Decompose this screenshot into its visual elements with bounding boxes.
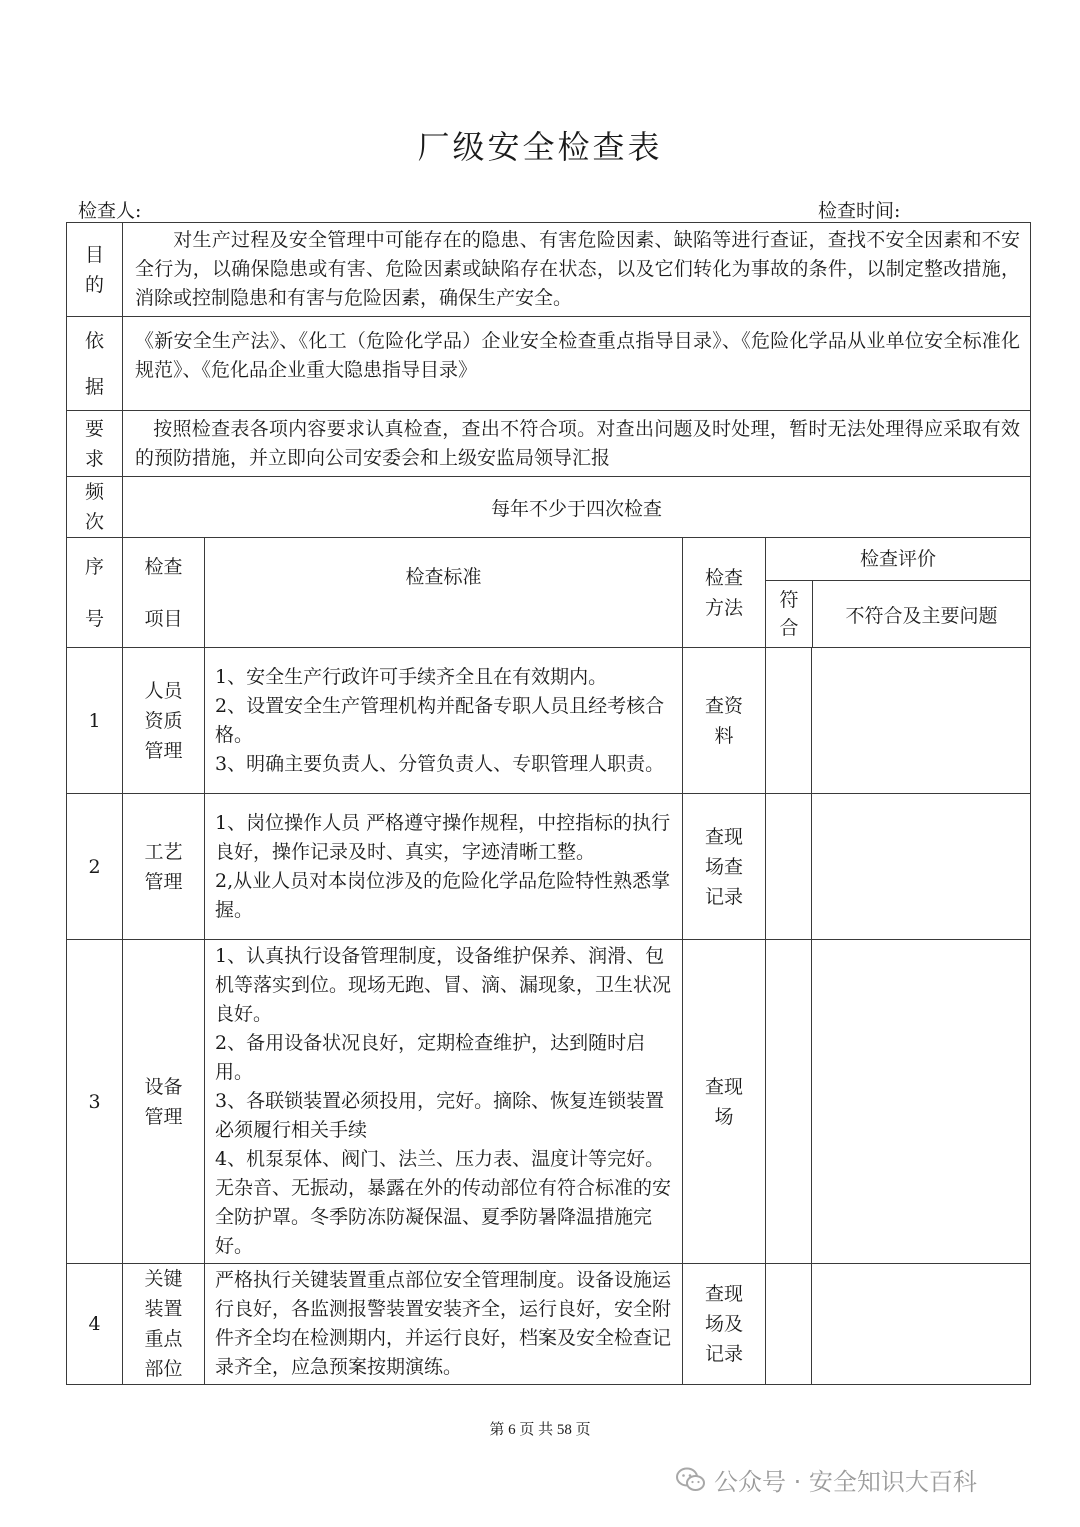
col-method: 检查方法: [683, 538, 766, 648]
row-conform-cell[interactable]: [766, 1264, 812, 1385]
frequency-label: 频次: [67, 477, 123, 538]
row-nonconform-cell[interactable]: [812, 794, 1031, 940]
row-number: 3: [67, 940, 123, 1264]
row-conform-cell[interactable]: [766, 794, 812, 940]
row-method: 查现场及记录: [683, 1264, 766, 1385]
row-method: 查现场: [683, 940, 766, 1264]
basis-text: 《新安全生产法》、《化工（危险化学品）企业安全检查重点指导目录》、《危险化学品从业单位安全标准化规范》、《危化品企业重大隐患指导目录》: [123, 317, 1031, 411]
col-item: 检查项目: [123, 538, 205, 648]
row-standards: 1、安全生产行政许可手续齐全且在有效期内。 2、设置安全生产管理机构并配备专职人员且经考核合格。 3、明确主要负责人、分管负责人、专职管理人职责。: [205, 648, 683, 794]
col-seq: 序号: [67, 538, 123, 648]
col-evaluation: [766, 538, 1031, 648]
col-standard: 检查标准: [205, 538, 683, 648]
inspector-label: 检查人:: [78, 200, 142, 222]
row-standards: 严格执行关键装置重点部位安全管理制度。设备设施运行良好，各监测报警装置安装齐全，运行良好，安全附件齐全均在检测期内，并运行良好，档案及安全检查记录齐全，应急预案按期演练。: [205, 1264, 683, 1385]
row-nonconform-cell[interactable]: [812, 940, 1031, 1264]
table-row: [67, 794, 1031, 940]
col-conform: 符合: [766, 581, 813, 647]
purpose-label: 目的: [67, 223, 123, 317]
row-number: 4: [67, 1264, 123, 1385]
column-header-row: [67, 538, 1031, 648]
purpose-text: 对生产过程及安全管理中可能存在的隐患、有害危险因素、缺陷等进行查证，查找不安全因素和不安全行为，以确保隐患或有害、危险因素或缺陷存在状态，以及它们转化为事故的条件，以制定整改措施，消除或控制隐患和有害与危险因素，确保生产安全。: [123, 223, 1031, 317]
basis-label: 依据: [67, 317, 123, 411]
row-standards: 1、认真执行设备管理制度，设备维护保养、润滑、包机等落实到位。现场无跑、冒、滴、漏现象，卫生状况良好。 2、备用设备状况良好，定期检查维护，达到随时启用。 3、各联锁装置必须投用，完好。摘除、恢复连锁装置必须履行相关手续 4、机泵泵体、阀门、法兰、压力表、温度计等完好。无杂音、无振动，暴露在外的传动部位有符合标准的安全防护罩。冬季防冻防凝保温、夏季防暑降温措施完好。: [205, 940, 683, 1264]
frequency-text: 每年不少于四次检查: [123, 477, 1031, 538]
frequency-row: [67, 477, 1031, 538]
evaluation-title: 检查评价: [766, 538, 1030, 581]
page-number: 第 6 页 共 58 页: [489, 1422, 591, 1438]
requirement-row: [67, 411, 1031, 477]
row-number: 2: [67, 794, 123, 940]
inspection-time-label: 检查时间:: [818, 200, 901, 222]
watermark-text: 公众号 · 安全知识大百科: [714, 1468, 977, 1496]
wechat-icon: [676, 1467, 706, 1493]
row-nonconform-cell[interactable]: [812, 1264, 1031, 1385]
inspection-table: [66, 222, 1031, 1385]
row-number: 1: [67, 648, 123, 794]
col-nonconform: 不符合及主要问题: [845, 604, 998, 627]
row-conform-cell[interactable]: [766, 940, 812, 1264]
table-row: [67, 648, 1031, 794]
row-item: 设备管理: [123, 940, 205, 1264]
requirement-text: 按照检查表各项内容要求认真检查，查出不符合项。对查出问题及时处理，暂时无法处理得应采取有效的预防措施，并立即向公司安委会和上级安监局领导汇报: [123, 411, 1031, 477]
watermark: [676, 1462, 977, 1497]
row-conform-cell[interactable]: [766, 648, 812, 794]
row-method: 查现场查记录: [683, 794, 766, 940]
table-row: [67, 940, 1031, 1264]
basis-row: [67, 317, 1031, 411]
page-title: 厂级安全检查表: [417, 128, 663, 166]
row-item: 工艺管理: [123, 794, 205, 940]
row-item: 关键装置重点部位: [123, 1264, 205, 1385]
row-method: 查资料: [683, 648, 766, 794]
table-row: [67, 1264, 1031, 1385]
row-nonconform-cell[interactable]: [812, 648, 1031, 794]
row-standards: 1、岗位操作人员 严格遵守操作规程，中控指标的执行良好，操作记录及时、真实，字迹清晰工整。 2,从业人员对本岗位涉及的危险化学品危险特性熟悉掌握。: [205, 794, 683, 940]
requirement-label: 要求: [67, 411, 123, 477]
row-item: 人员资质管理: [123, 648, 205, 794]
purpose-row: [67, 223, 1031, 317]
